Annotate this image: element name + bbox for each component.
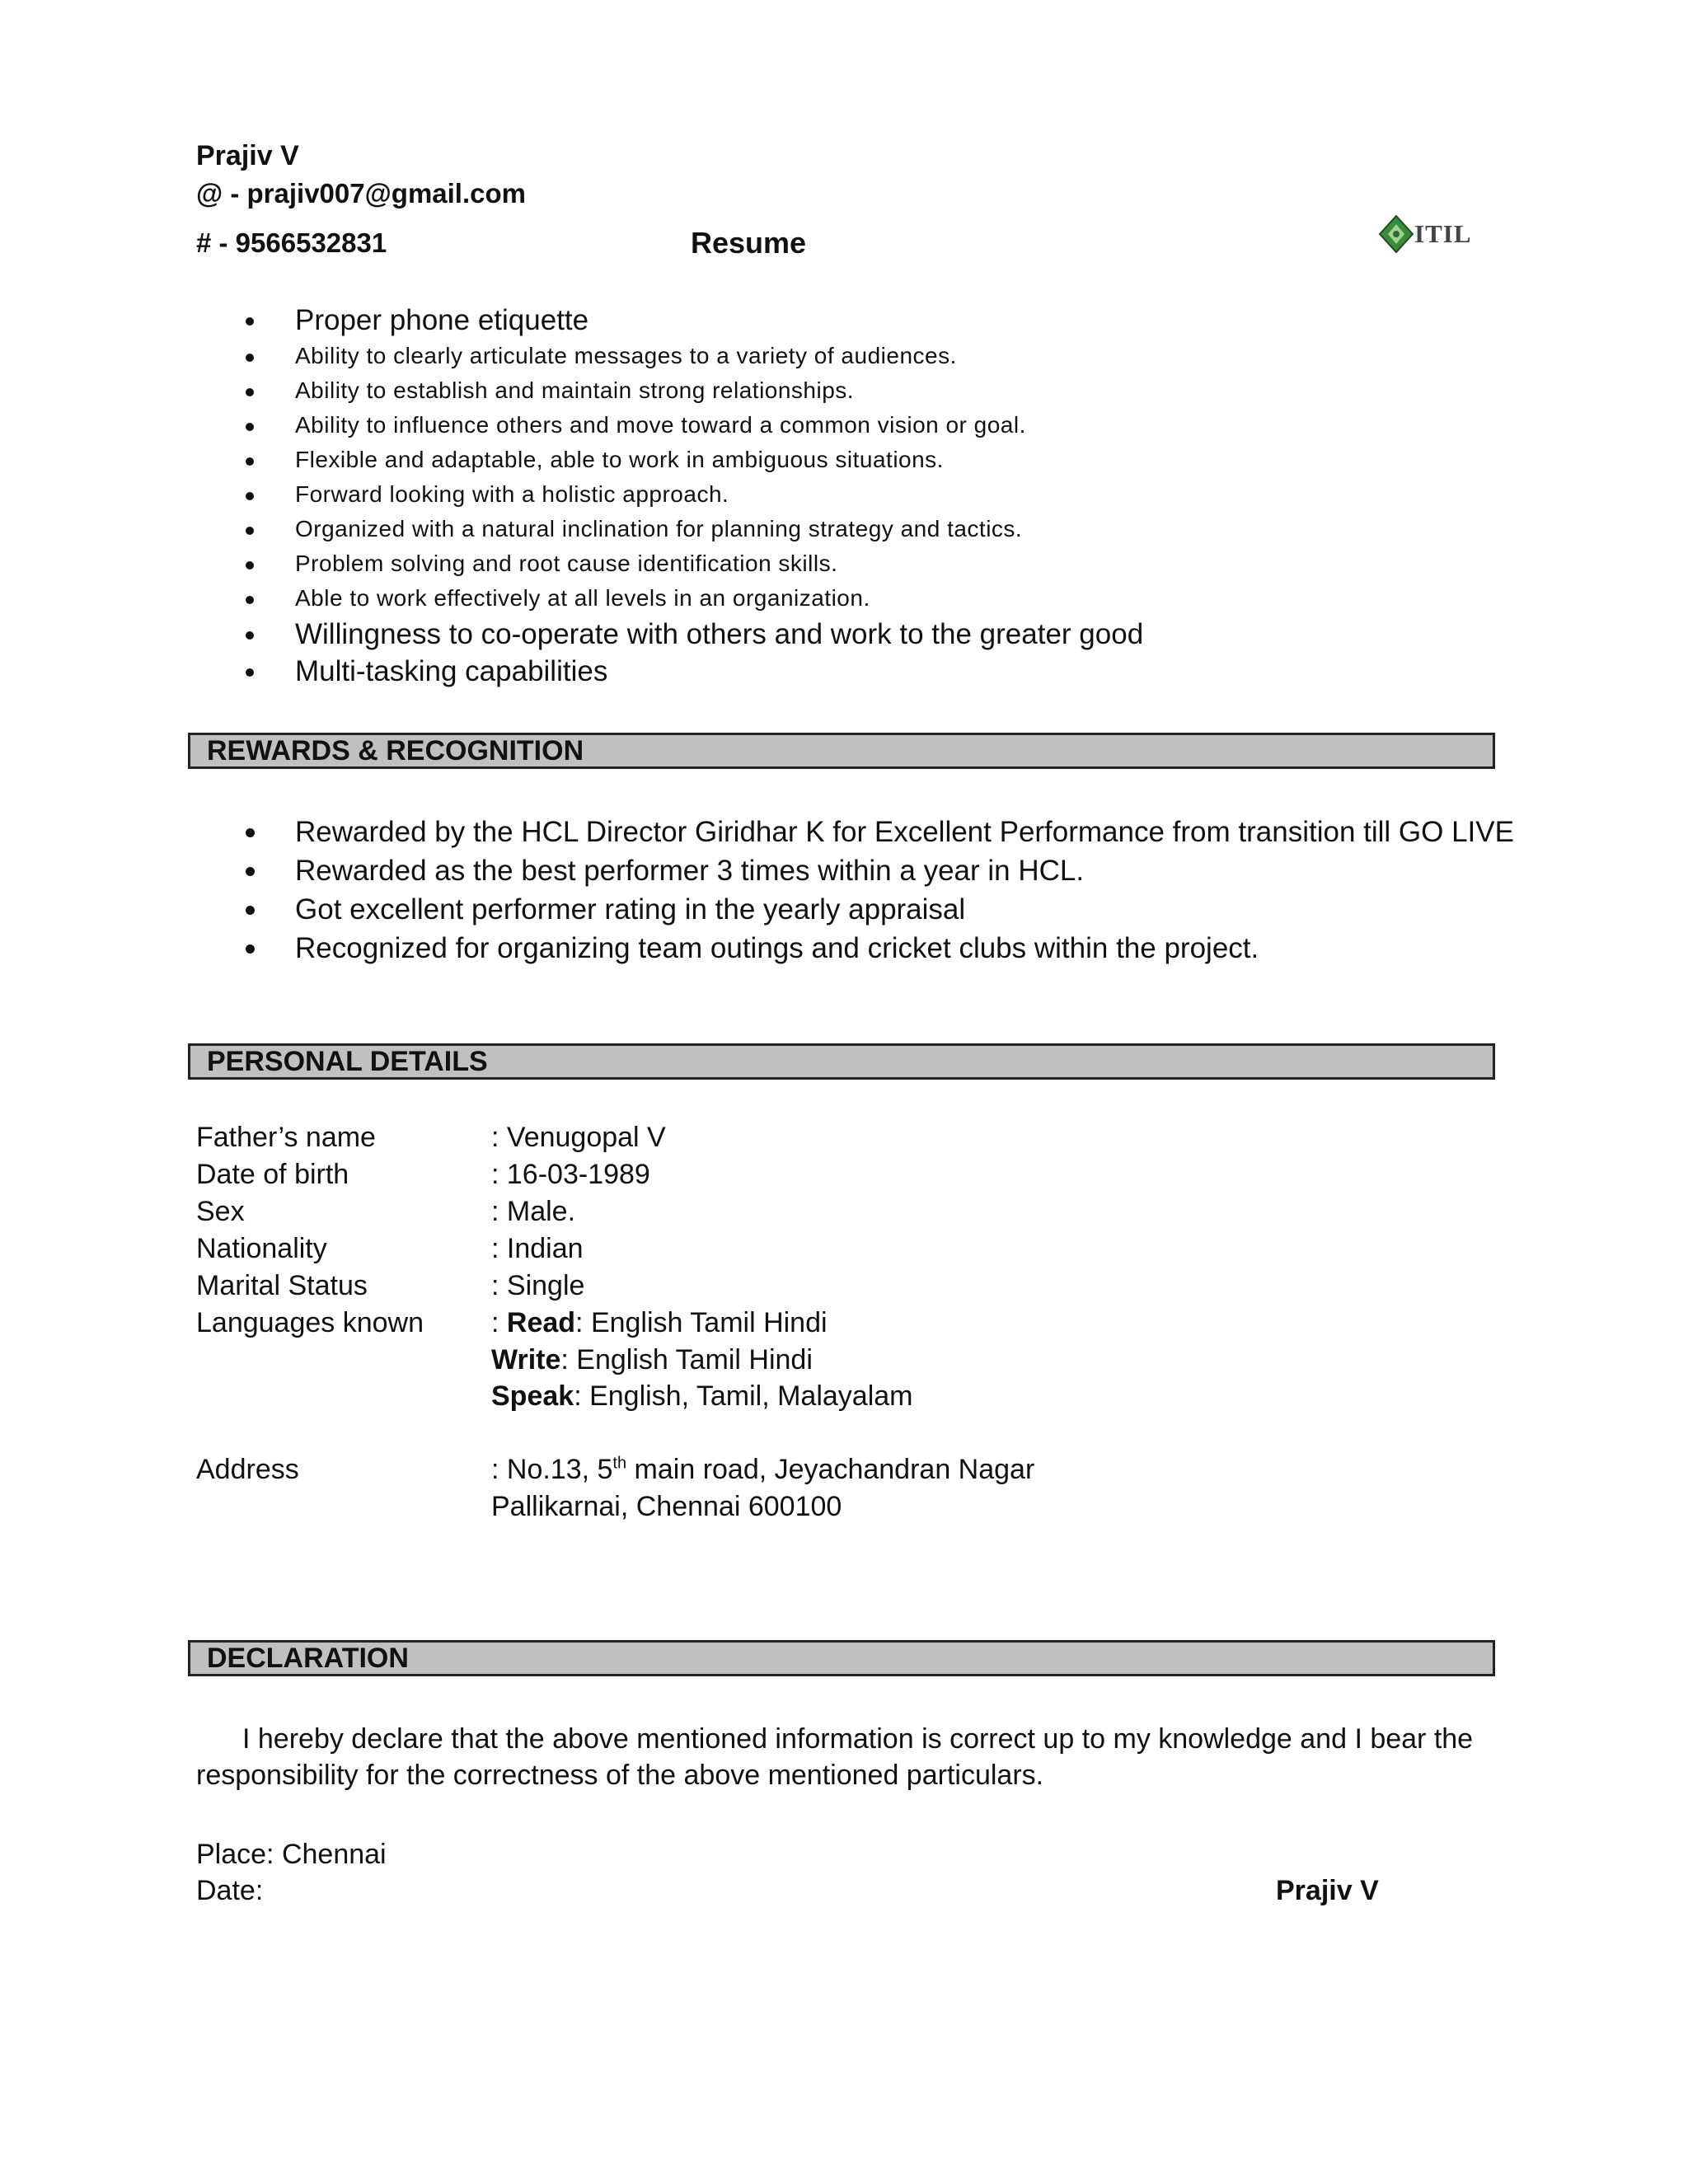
list-item: Flexible and adaptable, able to work in ambiguous situations. bbox=[196, 443, 1143, 477]
read-label: Read bbox=[506, 1307, 576, 1338]
marital-status-label: Marital Status bbox=[196, 1270, 368, 1301]
list-item: Rewarded as the best performer 3 times within a year in HCL. bbox=[196, 851, 1514, 890]
address-line-2: Pallikarnai, Chennai 600100 bbox=[491, 1491, 842, 1522]
rewards-heading: REWARDS & RECOGNITION bbox=[188, 733, 1495, 769]
languages-read: : Read: English Tamil Hindi bbox=[491, 1307, 828, 1338]
personal-details-heading: PERSONAL DETAILS bbox=[188, 1043, 1495, 1080]
skills-list bbox=[196, 302, 1143, 690]
declaration-text bbox=[196, 1721, 1498, 1793]
list-item: Multi-tasking capabilities bbox=[196, 653, 1143, 690]
date-label: Date: bbox=[196, 1875, 264, 1906]
marital-status-value: : Single bbox=[491, 1270, 585, 1301]
list-item: Ability to influence others and move toward a common vision or goal. bbox=[196, 408, 1143, 443]
signature-name: Prajiv V bbox=[1276, 1875, 1379, 1906]
declaration-line-1: I hereby declare that the above mentioned information is correct up to my knowledge and I bear the bbox=[242, 1723, 1474, 1755]
place-text: Place: Chennai bbox=[196, 1839, 387, 1870]
write-label: Write bbox=[491, 1344, 561, 1376]
rewards-list bbox=[196, 813, 1514, 968]
declaration-line-2: responsibility for the correctness of the above mentioned particulars. bbox=[196, 1760, 1044, 1791]
languages-label: Languages known bbox=[196, 1307, 424, 1338]
ordinal-suffix: th bbox=[612, 1454, 627, 1473]
itil-logo bbox=[1378, 213, 1477, 255]
address-line-1 bbox=[491, 1454, 1034, 1486]
sex-label: Sex bbox=[196, 1196, 245, 1227]
list-item: Rewarded by the HCL Director Giridhar K for Excellent Performance from transition till GO LIVE bbox=[196, 813, 1514, 851]
list-item: Willingness to co-operate with others and work to the greater good bbox=[196, 616, 1143, 653]
languages-speak bbox=[491, 1380, 913, 1413]
read-value: : English Tamil Hindi bbox=[575, 1307, 828, 1338]
fathers-name-value: : Venugopal V bbox=[491, 1122, 666, 1153]
speak-value: : English, Tamil, Malayalam bbox=[574, 1380, 913, 1412]
declaration-heading: DECLARATION bbox=[188, 1640, 1495, 1676]
phone-text: # - 9566532831 bbox=[196, 227, 387, 258]
list-item: Problem solving and root cause identification skills. bbox=[196, 546, 1143, 581]
candidate-name: Prajiv V bbox=[196, 140, 299, 171]
itil-logo-icon bbox=[1378, 214, 1414, 254]
email-text: @ - prajiv007@gmail.com bbox=[196, 178, 526, 209]
speak-label: Speak bbox=[491, 1380, 574, 1412]
dob-label: Date of birth bbox=[196, 1159, 349, 1190]
address-label: Address bbox=[196, 1454, 299, 1485]
list-item: Organized with a natural inclination for planning strategy and tactics. bbox=[196, 512, 1143, 546]
list-item: Got excellent performer rating in the yearly appraisal bbox=[196, 890, 1514, 929]
dob-value: : 16-03-1989 bbox=[491, 1159, 650, 1190]
write-value: : English Tamil Hindi bbox=[560, 1344, 813, 1376]
sex-value: : Male. bbox=[491, 1196, 576, 1227]
list-item: Ability to clearly articulate messages to a variety of audiences. bbox=[196, 339, 1143, 373]
list-item: Proper phone etiquette bbox=[196, 302, 1143, 339]
fathers-name-label: Father’s name bbox=[196, 1122, 376, 1153]
document-title: Resume bbox=[691, 226, 807, 260]
logo-text: ITIL bbox=[1414, 219, 1472, 248]
list-item: Ability to establish and maintain strong relationships. bbox=[196, 373, 1143, 408]
address-street: main road, Jeyachandran Nagar bbox=[626, 1454, 1035, 1485]
list-item: Forward looking with a holistic approach. bbox=[196, 477, 1143, 512]
languages-write bbox=[491, 1344, 813, 1376]
list-item: Able to work effectively at all levels in an organization. bbox=[196, 581, 1143, 616]
nationality-label: Nationality bbox=[196, 1233, 327, 1264]
nationality-value: : Indian bbox=[491, 1233, 584, 1264]
address-number: : No.13, 5 bbox=[491, 1454, 613, 1485]
list-item: Recognized for organizing team outings and cricket clubs within the project. bbox=[196, 929, 1514, 968]
